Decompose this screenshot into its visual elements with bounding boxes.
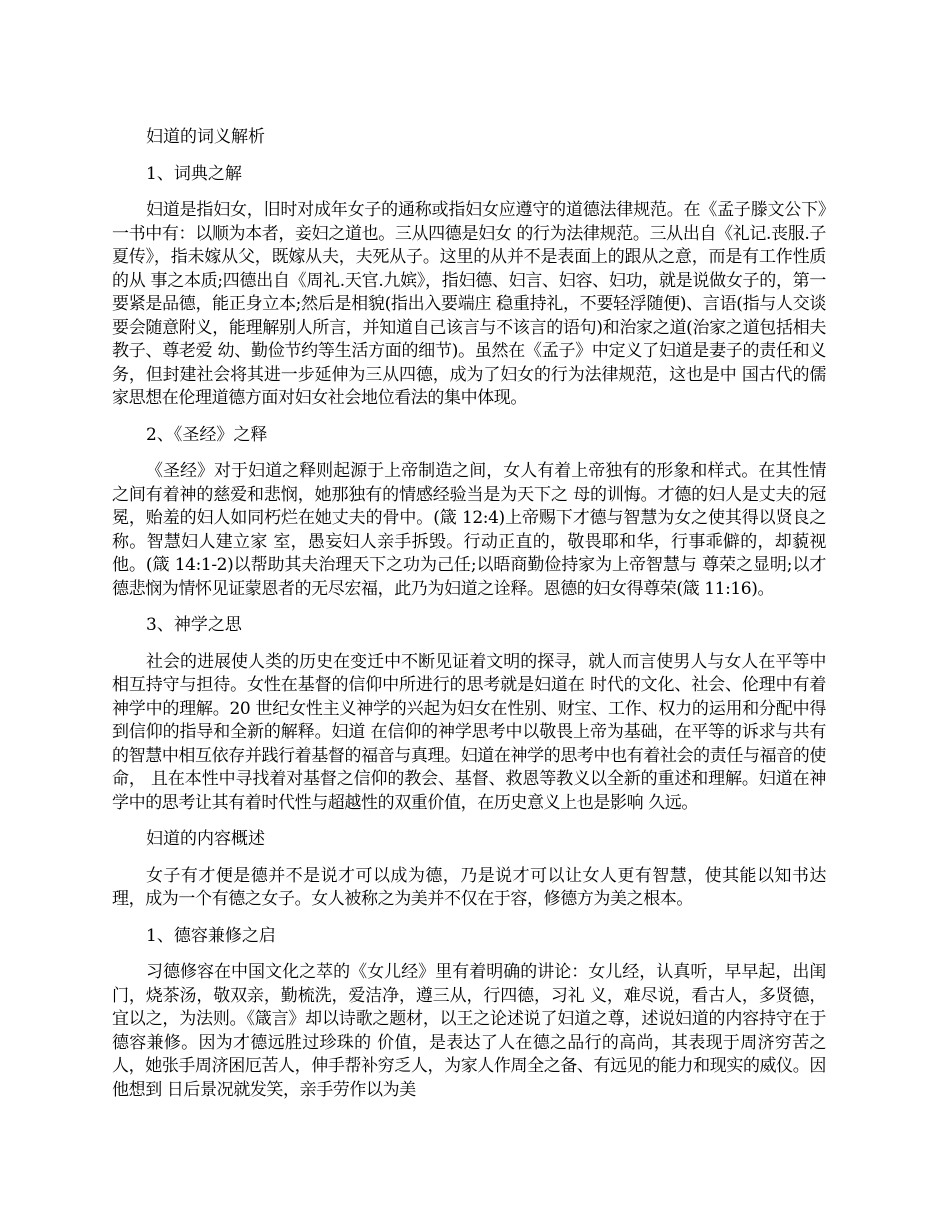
section-title: 妇道的词义解析 [146,127,265,147]
subsection-title: 1、词典之解 [146,163,242,184]
paragraph: 《圣经》对于妇道之释则起源于上帝制造之间，女人有着上帝独有的形象和样式。在其性情之间有着神的慈爱和悲悯，她那独有的情感经验当是为天下之 母的训悔。才德的妇人是丈夫的冠冕，贻羞的妇人如同朽烂在她丈夫的骨中。(箴 12:4)上帝赐下才德与智慧为女之使其得以贤良之称。智慧妇人建立家 室，愚妄妇人亲手拆毁。行动正直的，敬畏耶和华，行事乖僻的，却藐视他。(箴 14:1-2)以帮助其夫治理天下之功为己任;以晤商勤俭持家为上帝智慧与 尊荣之显明;以才德悲悯为情怀见证蒙恩者的无尽宏福，此乃为妇道之诠释。恩德的妇女得尊荣(箴 11:16)。 [112,461,826,599]
section-title: 妇道的内容概述 [146,829,265,849]
subsection-title: 1、德容兼修之启 [146,925,276,946]
paragraph: 习德修容在中国文化之萃的《女儿经》里有着明确的讲论：女儿经，认真听，早早起，出闺门，烧茶汤，敬双亲，勤梳洗，爱洁净，遵三从，行四德，习礼 义，难尽说，看古人，多贤德，宜以之，为法则。《箴言》却以诗歌之题材，以王之论述说了妇道之尊，述说妇道的内容持守在于德容兼修。因为才德远胜过珍珠的 价值，是表达了人在德之品行的高尚，其表现于周济穷苦之人，她张手周济困厄苦人，伸手帮补穷乏人，为家人作周全之备、有远见的能力和现实的威仪。因他想到 日后景况就发笑，亲手劳作以为美 [112,962,826,1100]
subsection-title: 2、《圣经》之释 [146,424,268,445]
paragraph: 妇道是指妇女，旧时对成年女子的通称或指妇女应遵守的道德法律规范。在《孟子滕文公下》一书中有：以顺为本者，妾妇之道也。三从四德是妇女 的行为法律规范。三从出自《礼记.丧服.子夏传》，指未嫁从父，既嫁从夫，夫死从子。这里的从并不是表面上的跟从之意，而是有工作性质的从 事之本质;四德出自《周礼.天官.九嫔》，指妇德、妇言、妇容、妇功，就是说做女子的，第一要紧是品德，能正身立本;然后是相貌(指出入要端庄 稳重持礼，不要轻浮随便)、言语(指与人交谈要会随意附义，能理解别人所言，并知道自己该言与不该言的语句)和治家之道(治家之道包括相夫教子、尊老爱 幼、勤俭节约等生活方面的细节)。虽然在《孟子》中定义了妇道是妻子的责任和义务，但封建社会将其进一步延伸为三从四德，成为了妇女的行为法律规范，这也是中 国古代的儒家思想在伦理道德方面对妇女社会地位看法的集中体现。 [112,200,826,408]
subsection-title: 3、神学之思 [146,615,242,635]
paragraph: 社会的进展使人类的历史在变迁中不断见证着文明的探寻，就人而言使男人与女人在平等中相互持守与担待。女性在基督的信仰中所进行的思考就是妇道在 时代的文化、社会、伦理中有着神学中的理解。20 世纪女性主义神学的兴起为妇女在性别、财宝、工作、权力的运用和分配中得到信仰的指导和全新的解释。妇道 在信仰的神学思考中以敬畏上帝为基础，在平等的诉求与共有的智慧中相互依存并践行着基督的福音与真理。妇道在神学的思考中也有着社会的责任与福音的使命， 且在本性中寻找着对基督之信仰的教会、基督、救恩等教义以全新的重述和理解。妇道在神学中的思考让其有着时代性与超越性的双重价值，在历史意义上也是影响 久远。 [112,651,826,813]
document-body [112,126,826,1102]
paragraph: 女子有才便是德并不是说才可以成为德，乃是说才可以让女人更有智慧，使其能以知书达理，成为一个有德之女子。女人被称之为美并不仅在于容，修德方为美之根本。 [112,865,826,909]
